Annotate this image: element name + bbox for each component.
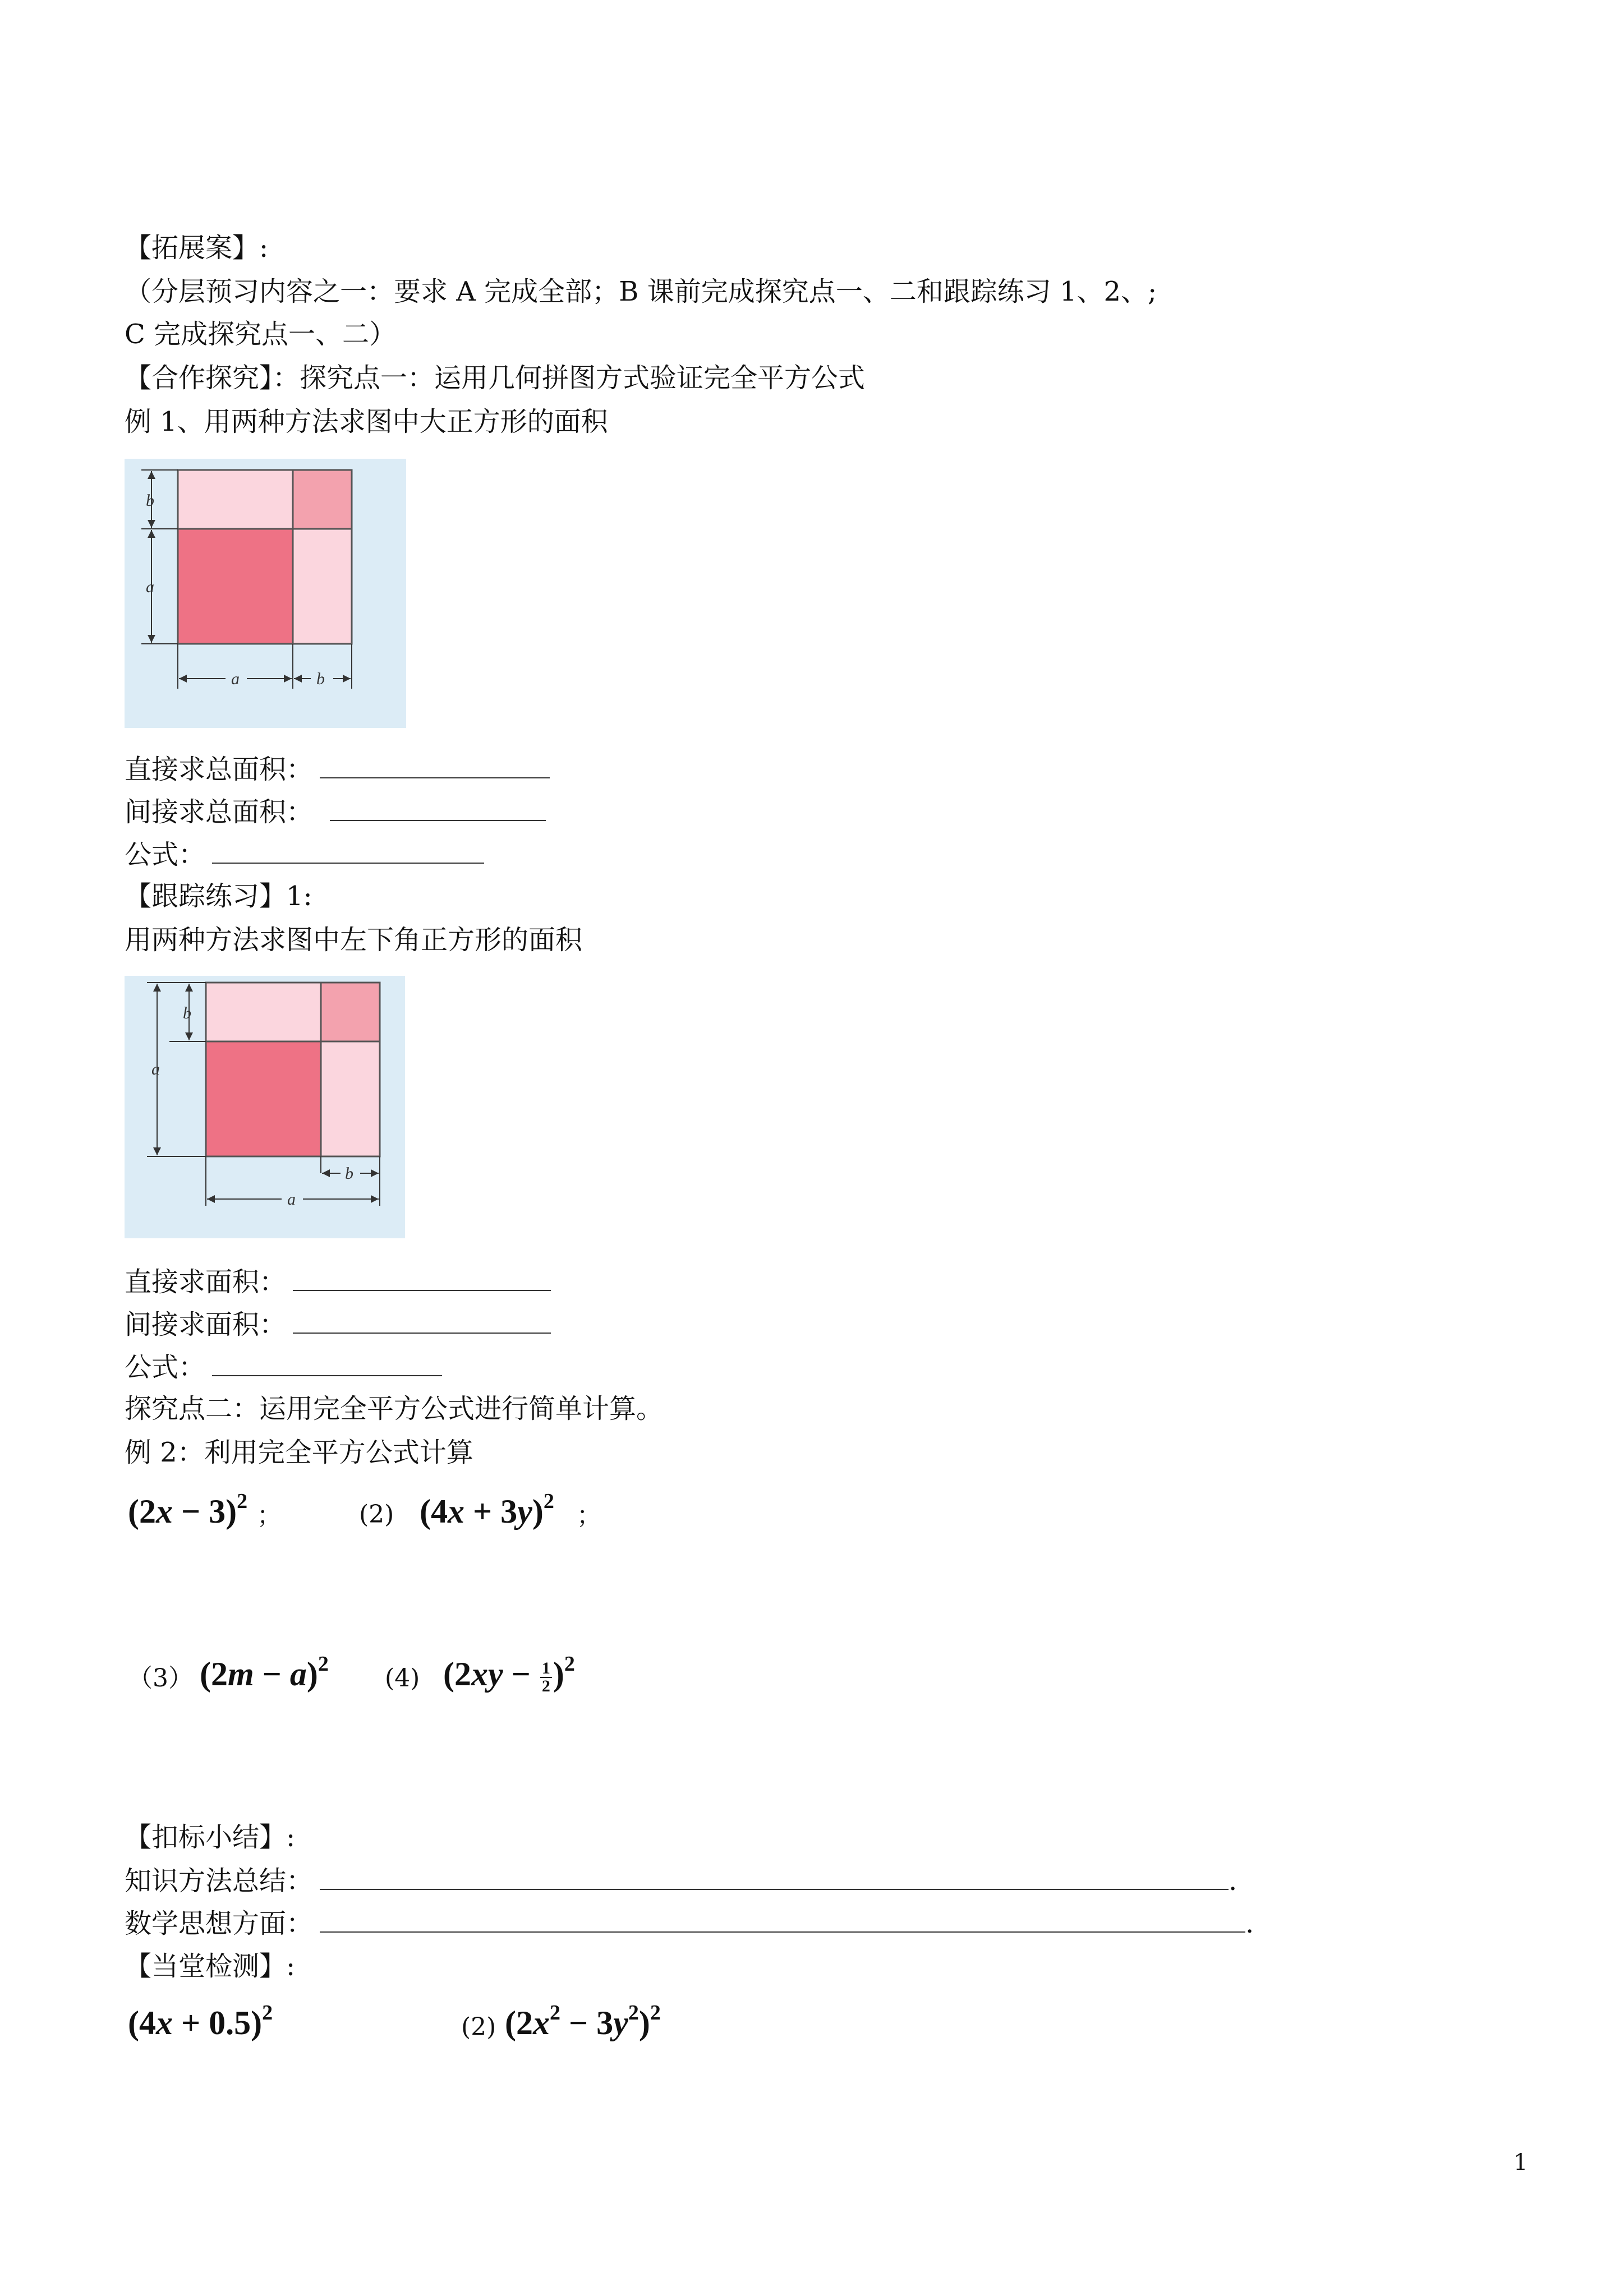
- problem-number-2: (2): [359, 1500, 394, 1529]
- figure-bottom-left-square: [125, 976, 405, 1238]
- formula-label-2: 公式：: [125, 1352, 206, 1383]
- math-thought-blank[interactable]: [320, 1906, 1245, 1933]
- indirect-total-area-label: 间接求总面积：: [125, 796, 314, 828]
- indirect-area-label: 间接求面积：: [125, 1309, 287, 1340]
- indirect-total-area-blank[interactable]: [330, 794, 546, 821]
- tracking-practice-heading: 【跟踪练习】1:: [125, 880, 312, 912]
- expr-4x-plus-3y-squared: $(4x + 3y)^2$: [420, 1490, 554, 1530]
- cooperative-explore-heading: 【合作探究】：探究点一：运用几何拼图方式验证完全平方公式: [125, 362, 866, 394]
- label-a-bottom: a: [287, 1190, 296, 1209]
- square-left-bottom: [206, 1041, 321, 1156]
- figure-big-square: [125, 459, 406, 728]
- formula-label-1: 公式：: [125, 839, 206, 870]
- math-thought-label: 数学思想方面：: [125, 1908, 314, 1939]
- knowledge-summary-period: .: [1229, 1865, 1237, 1897]
- rect-right: [321, 1041, 380, 1156]
- indirect-area-blank[interactable]: [293, 1307, 551, 1334]
- direct-total-area-blank[interactable]: [320, 751, 550, 778]
- expr-2xy-minus-half-squared: (2xy − $\frac{1}{2}$ )$^2$: [443, 1652, 575, 1696]
- rect-top-left: [178, 470, 293, 529]
- tracking-practice-title: 用两种方法求图中左下角正方形的面积: [125, 924, 583, 956]
- square-b: [293, 470, 352, 529]
- summary-heading: 【扣标小结】:: [125, 1822, 296, 1853]
- label-b-bottom: b: [316, 670, 325, 688]
- layered-preview-note: （分层预习内容之一：要求 A 完成全部；B 课前完成探究点一、二和跟踪练习 1、2、;: [125, 276, 1157, 307]
- label-a-left: a: [146, 578, 154, 596]
- separator-2: ；: [577, 1501, 601, 1530]
- explore-point-2-heading: 探究点二：运用完全平方公式进行简单计算。: [125, 1393, 664, 1424]
- label-a-bottom: a: [231, 670, 240, 688]
- direct-area-label: 直接求面积：: [125, 1266, 287, 1298]
- rect-right: [293, 529, 352, 644]
- direct-area-blank[interactable]: [293, 1264, 551, 1291]
- knowledge-summary-blank[interactable]: [320, 1863, 1229, 1890]
- example-2-title: 例 2：利用完全平方公式计算: [125, 1437, 473, 1468]
- direct-total-area-label: 直接求总面积：: [125, 754, 314, 785]
- label-a-left: a: [151, 1060, 160, 1078]
- indirect-area-row: [125, 1307, 551, 1341]
- expr-2x-minus-3-squared: $(2x - 3)^2$: [128, 1490, 248, 1530]
- example-1-title: 例 1、用两种方法求图中大正方形的面积: [125, 406, 608, 437]
- square-b: [321, 983, 380, 1041]
- knowledge-summary-label: 知识方法总结：: [125, 1865, 314, 1897]
- section-heading-extension: 【拓展案】:: [125, 232, 269, 264]
- layered-preview-note-cont: C 完成探究点一、二）: [125, 319, 396, 350]
- in-class-test-heading: 【当堂检测】:: [125, 1951, 296, 1982]
- separator-1: ；: [257, 1501, 282, 1530]
- formula-row-1: [125, 837, 484, 872]
- direct-area-row: [125, 1264, 551, 1299]
- formula-blank-1[interactable]: [212, 837, 484, 864]
- direct-total-area-row: [125, 751, 550, 786]
- math-thought-row: [125, 1906, 1254, 1940]
- page-number: 1: [1513, 2150, 1528, 2175]
- label-b-bottom: b: [345, 1164, 353, 1183]
- problem-number-3: （3）: [128, 1664, 193, 1693]
- formula-row-2: [125, 1349, 442, 1384]
- rect-top: [206, 983, 321, 1041]
- indirect-total-area-row: [125, 794, 546, 829]
- knowledge-summary-row: [125, 1863, 1237, 1898]
- formula-blank-2[interactable]: [212, 1349, 442, 1376]
- problem-number-4: (4): [385, 1664, 420, 1693]
- square-a: [178, 529, 293, 644]
- expr-4x-plus-0.5-squared: $(4x + 0.5)^2$: [128, 2001, 273, 2041]
- math-thought-period: .: [1245, 1908, 1254, 1939]
- label-b-left: b: [183, 1004, 191, 1022]
- test-problem-number-2: (2): [461, 2013, 496, 2041]
- expr-2x2-minus-3y2-squared: $(2x^2 - 3y^2)^2$: [505, 2001, 661, 2041]
- label-b-left: b: [146, 491, 154, 510]
- expr-2m-minus-a-squared: $(2m - a)^2$: [200, 1652, 329, 1693]
